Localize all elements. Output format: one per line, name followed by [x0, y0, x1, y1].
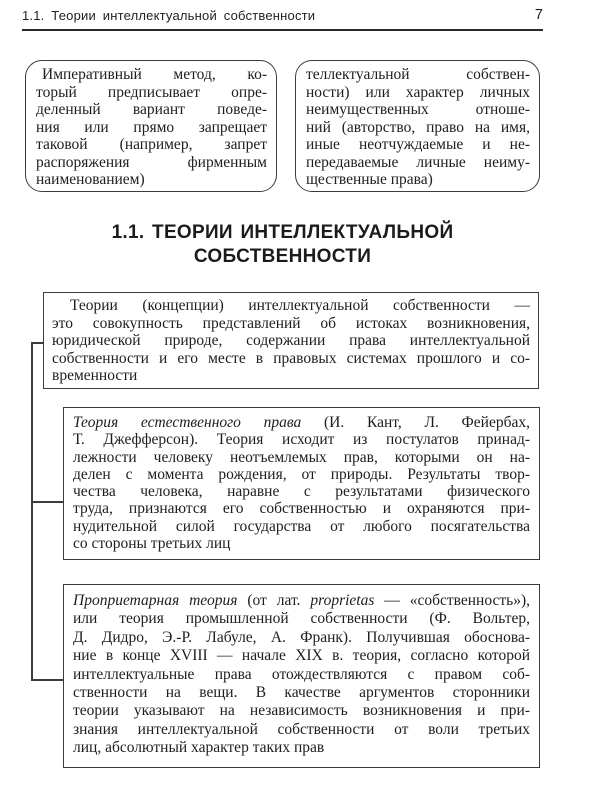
- theory-box-natural-law: [63, 407, 540, 560]
- text-line: иные неотчуждаемые и не-: [306, 136, 530, 153]
- diagram-box-imperative-method: [25, 60, 277, 192]
- section-title-line2: СОБСТВЕННОСТИ: [193, 246, 372, 267]
- text-line: лиц, абсолютный характер таких прав: [73, 739, 325, 757]
- text-line: временности: [52, 367, 138, 385]
- text-line: неимущественных отноше-: [306, 101, 530, 118]
- text-line: щественные права): [306, 171, 433, 188]
- text-line: знания интеллектуальной собственности от воли третьих: [73, 720, 530, 738]
- text-line: Императивный метод, ко-: [42, 66, 267, 83]
- text-line: теории указывают на независимость возникновения и при-: [73, 702, 530, 720]
- text-line: ний (авторство, право на имя,: [306, 118, 530, 136]
- text-line: лежности человеку неотъемлемых прав, которыми он на-: [73, 448, 530, 466]
- page-number: 7: [534, 7, 543, 23]
- connector-branch-proprietary: [31, 679, 64, 681]
- section-title-line1: 1.1. ТЕОРИИ ИНТЕЛЛЕКТУАЛЬНОЙ: [111, 222, 454, 243]
- text-line: наименованием): [36, 171, 145, 188]
- text-line: или теория промышленной собственности (Ф. Вольтер,: [73, 610, 530, 628]
- text-line: ственности на вещи. В качестве аргументов сторонники: [73, 684, 530, 702]
- text-line: ния или прямо запрещает: [36, 118, 267, 136]
- text-line: Теории (концепции) интеллектуальной собственности —: [70, 297, 530, 314]
- text-line: таковой (например, запрет: [36, 136, 267, 153]
- text-line: Проприетарная теория (от лат. proprietas — «собственность»),: [73, 592, 530, 609]
- connector-stub: [31, 342, 44, 344]
- text-line: юридической природе, содержании права интеллектуальной: [52, 332, 530, 350]
- text-line: деленный вариант поведе-: [36, 101, 267, 118]
- text-line: труда, признаются его собственностью и охраняются при-: [73, 500, 530, 518]
- text-line: торый предписывает опре-: [36, 83, 267, 101]
- text-line: собственности и его месте в правовых системах прошлого и со-: [52, 349, 530, 367]
- text-line: это совокупность представлений об истоках возникновения,: [52, 314, 530, 332]
- section-title: [22, 221, 543, 269]
- text-line: Т. Джефферсон). Теория исходит из постулатов принад-: [73, 431, 530, 449]
- text-line: передаваемые личные неиму-: [306, 153, 530, 171]
- text-line: нудительной силой государства от любого посягательства: [73, 517, 530, 535]
- text-line: интеллектуальные права отождествляются с правом соб-: [73, 665, 530, 683]
- text-line: со стороны третьих лиц: [73, 535, 231, 553]
- text-line: делен с момента рождения, от природы. Результаты твор-: [73, 465, 530, 483]
- text-line: ние в конце XVIII — начале XIX в. теория, согласно которой: [73, 647, 530, 665]
- text-line: Теория естественного права (И. Кант, Л. Фейербах,: [73, 414, 530, 431]
- text-line: теллектуальной собствен-: [306, 66, 530, 83]
- text-line: Д. Дидро, Э.-Р. Лабуле, А. Франк). Получившая обоснова-: [73, 628, 530, 646]
- theory-box-proprietary: [63, 584, 540, 768]
- connector-vertical-line: [31, 342, 33, 680]
- connector-branch-natural: [31, 501, 64, 503]
- text-line: распоряжения фирменным: [36, 153, 267, 171]
- text-line: ности) или характер личных: [306, 83, 530, 101]
- running-header: 1.1. Теории интеллектуальной собственности: [22, 8, 316, 23]
- diagram-box-personal-rights: [295, 60, 540, 192]
- header-rule: [22, 29, 543, 31]
- definition-box: [43, 292, 539, 389]
- text-line: чества человека, наравне с результатами физического: [73, 483, 530, 501]
